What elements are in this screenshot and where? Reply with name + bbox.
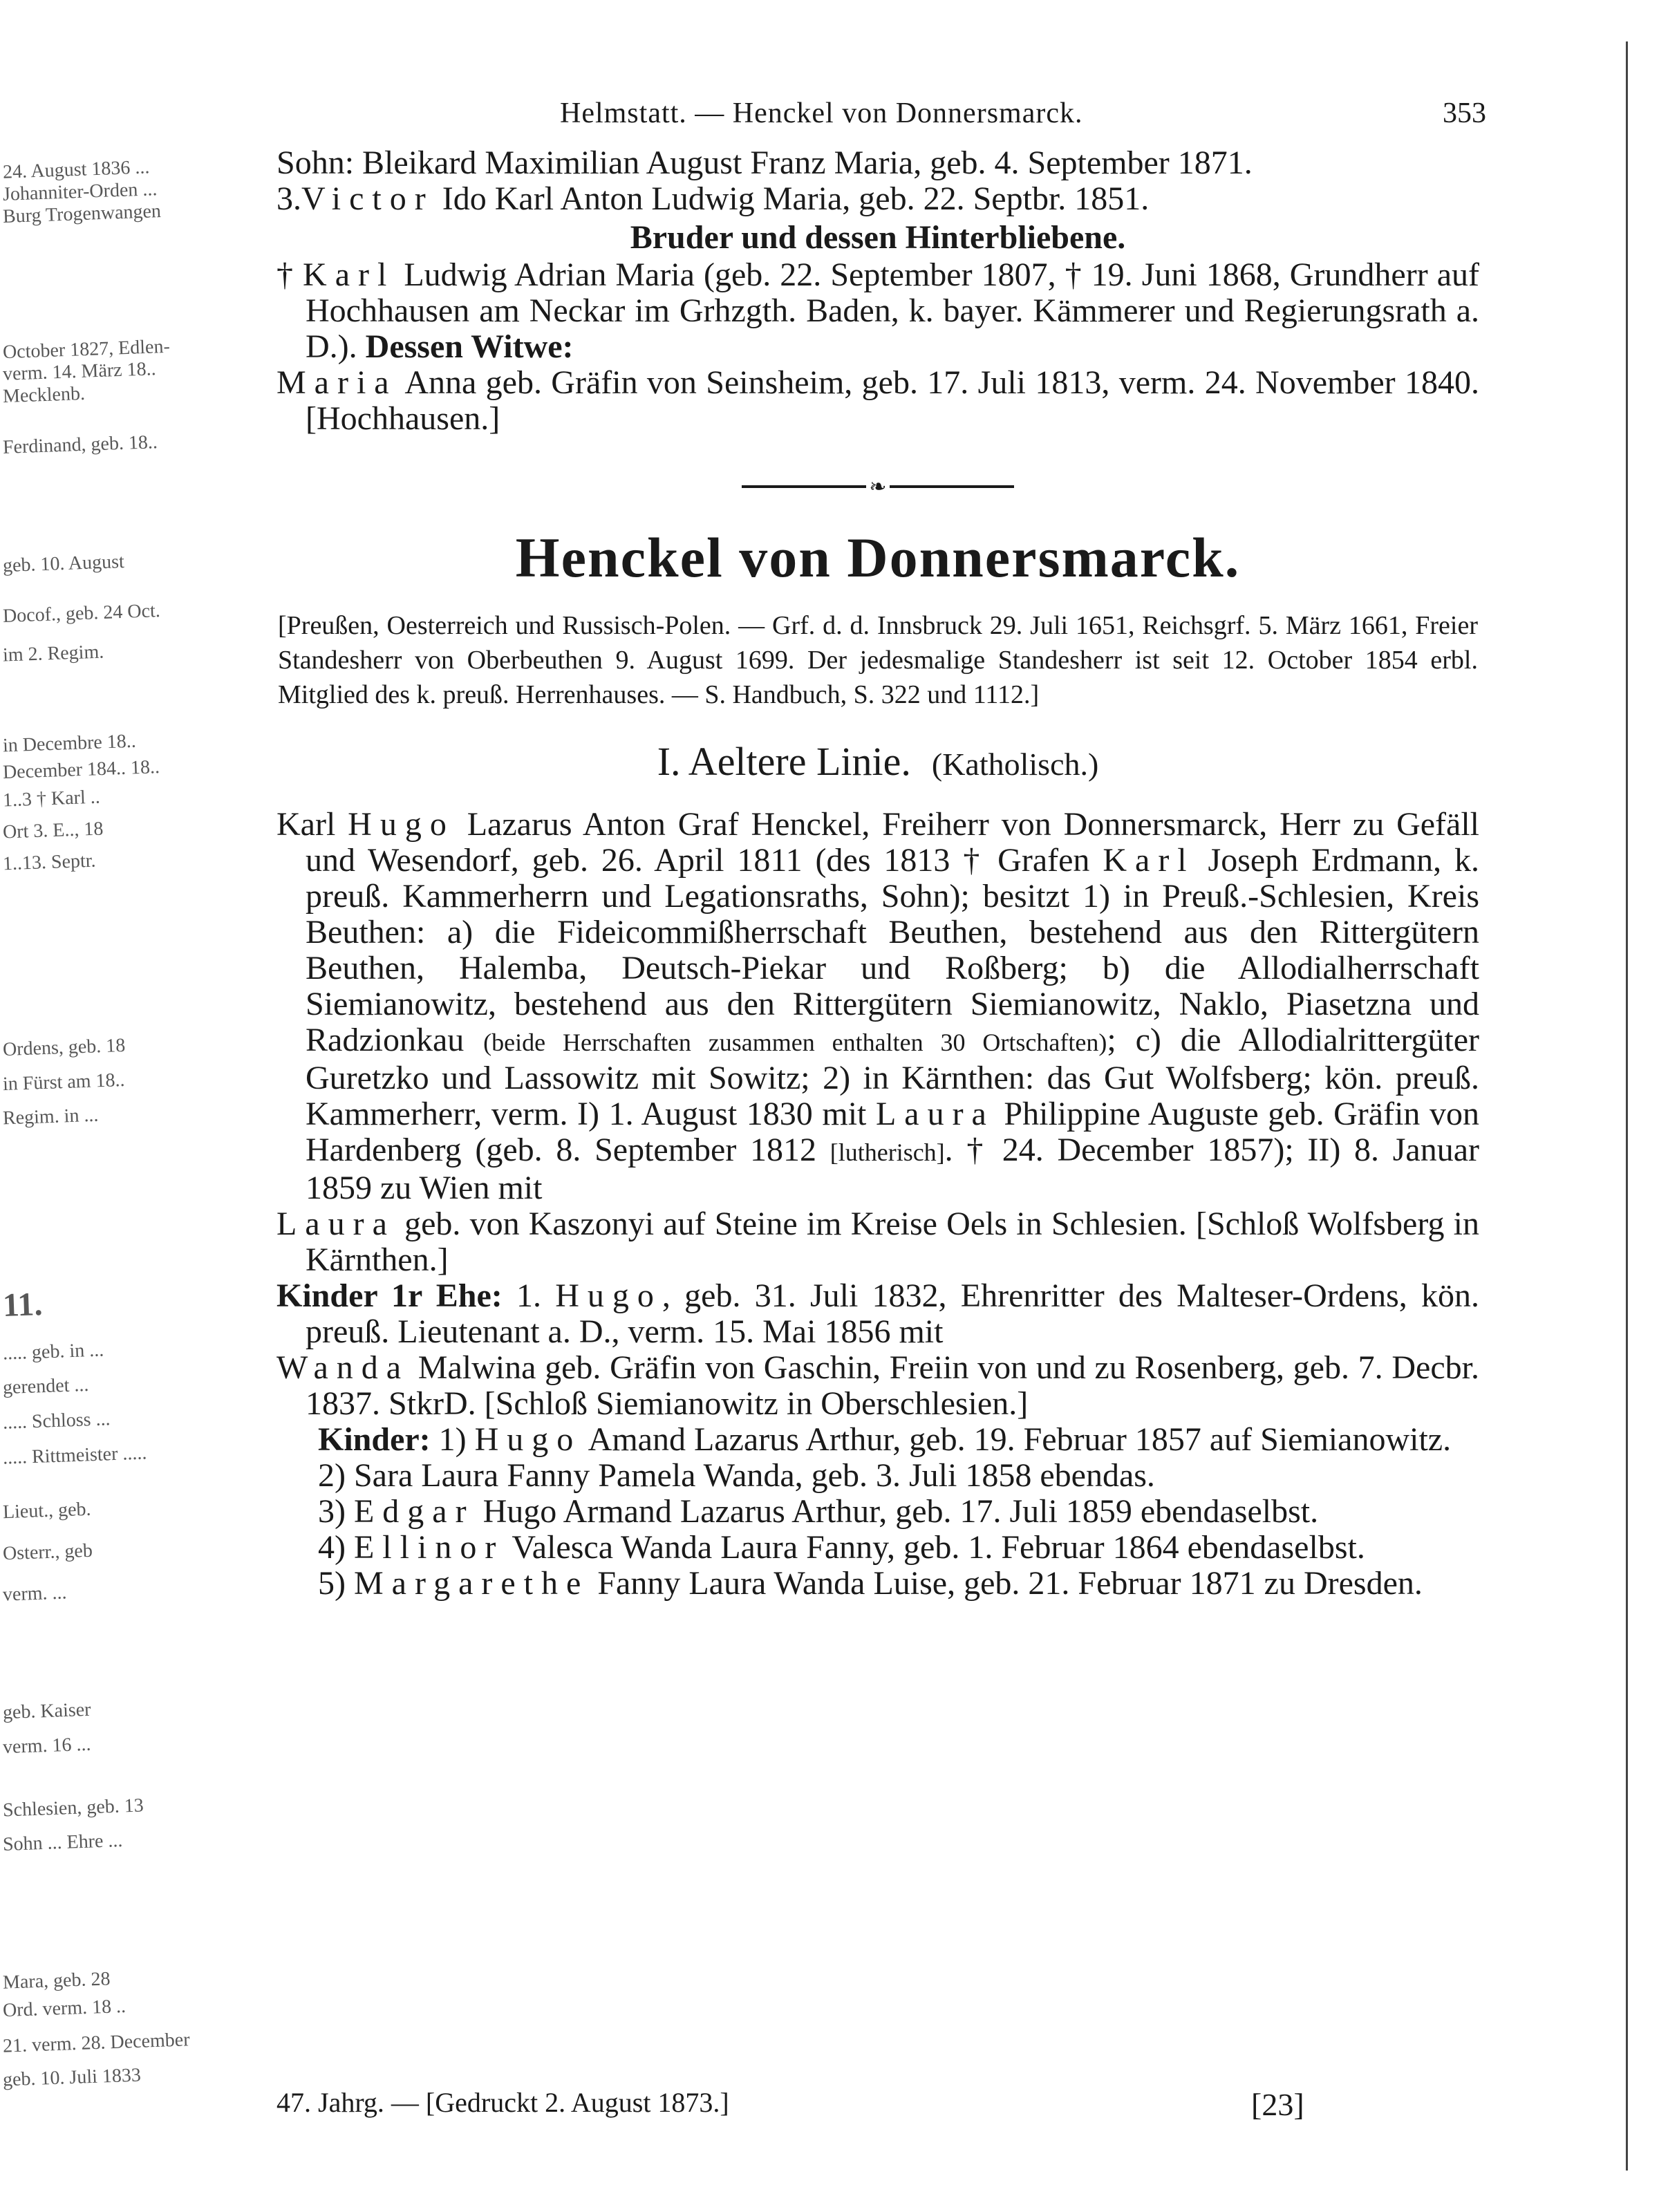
family-intro: [Preußen, Oesterreich und Russisch-Polen. — Grf. d. d. Innsbruck 29. Juli 1651, Reichsgrf. 5. März 1661, Freier Standesherr von Oberbeuthen 9. August 1699. Der jedesmalige Standesherr ist seit 12. October 1854 erbl. Mitglied des k. preuß. Herrenhauses. — S. Handbuch, S. 322 und 1112.] (278, 611, 1478, 709)
margin-fragment: 21. verm. 28. December (2, 2029, 191, 2057)
widow-label: Dessen Witwe: (365, 328, 574, 365)
spaced-name: Karl (1103, 842, 1195, 879)
margin-fragment: ..... Rittmeister ..... (2, 1442, 147, 1469)
ornament-rule-left (742, 485, 866, 488)
helmstatt-subheading: Bruder und dessen Hinterbliebene. (630, 219, 1126, 256)
entry-text: 1. (502, 1277, 556, 1314)
ornament-rule-right (890, 485, 1014, 488)
margin-fragment: Sohn ... Ehre ... (2, 1829, 123, 1856)
entry-text: Fanny Laura Wanda Luise, geb. 21. Februar 1871 zu Dresden. (589, 1565, 1423, 1602)
entry-text: Lazarus Anton Graf Henckel, Freiherr von Donnersmarck, Herr zu Gefäll und Wesendorf, geb. 26. April 1811 (des 1813 † Grafen (306, 806, 1479, 879)
entry-text: 3) (318, 1493, 354, 1530)
line-heading-note: (Katholisch.) (931, 747, 1099, 782)
page-edge-rule (1626, 41, 1628, 2171)
cross-mark: † (276, 256, 303, 293)
margin-fragment: Lieut., geb. (2, 1498, 92, 1524)
margin-fragment: geb. 10. August (2, 550, 125, 577)
spaced-name: Margarethe (353, 1565, 590, 1602)
entry-text: geb. von Kaszonyi auf Steine im Kreise Oels in Schlesien. [Schloß Wolfsberg in Kärnthen.] (306, 1206, 1479, 1278)
entry-text: Karl (276, 806, 348, 843)
margin-fragment: December 184.. 18.. (2, 756, 160, 783)
page-footer (276, 2086, 1479, 2128)
laura-entry (276, 1206, 1479, 1278)
margin-fragment: Osterr., geb (2, 1539, 93, 1565)
margin-fragment: 11. (2, 1286, 44, 1324)
spaced-name: Karl (303, 256, 395, 293)
margin-fragment: Docof., geb. 24 Oct. (2, 600, 161, 627)
margin-fragment: in Fürst am 18.. (2, 1069, 126, 1096)
entry-text: Anna geb. Gräfin von Seinsheim, geb. 17. Juli 1813, verm. 24. November 1840. [Hochhausen.] (306, 364, 1479, 437)
spaced-name: Laura (276, 1206, 395, 1242)
line-heading-text: I. Aeltere Linie. (657, 739, 911, 784)
margin-fragment: im 2. Regim. (2, 641, 104, 666)
spaced-name: Maria (276, 364, 397, 401)
helmstatt-maria-entry (276, 365, 1479, 437)
margin-fragment: ..... geb. in ... (2, 1339, 104, 1365)
margin-fragment: Ord. verm. 18 .. (2, 1995, 126, 2022)
margin-fragment: Regim. in ... (2, 1104, 99, 1130)
margin-fragment: 1..3 † Karl .. (2, 786, 101, 812)
margin-fragment: Ordens, geb. 18 (2, 1034, 126, 1061)
signature-mark: [23] (1251, 2087, 1304, 2122)
margin-fragment: verm. 14. März 18.. (2, 358, 157, 385)
margin-fragment: Johanniter-Orden ... (2, 178, 158, 205)
children-first-marriage (276, 1278, 1479, 1350)
spaced-name: Laura (875, 1096, 995, 1132)
section-ornament (276, 475, 1479, 498)
child-5 (276, 1566, 1479, 1602)
spaced-name: Hugo (474, 1421, 582, 1458)
children-label: Kinder: (318, 1421, 431, 1458)
entry-text: Joseph Erdmann, k. preuß. Kammerherrn und Legationsraths, Sohn); besitzt 1) in Preuß.-Schlesien, Kreis Beuthen: a) die Fideicommißherrschaft Beuthen, bestehend aus den Rittergütern Beuthen, Halemba, Deutsch-Piekar und Roßberg; b) die Allodialherrschaft Siemianowitz, bestehend aus den Rittergütern Siemianowitz, Naklo, Piasetzna und Radzionkau (306, 842, 1479, 1058)
spaced-name: Ellinor (353, 1529, 505, 1566)
helmstatt-son-entry: Sohn: Bleikard Maximilian August Franz Maria, geb. 4. September 1871. (276, 144, 1253, 181)
page-number: 353 (1443, 97, 1486, 129)
margin-fragment: verm. ... (2, 1582, 68, 1606)
entry-text: Amand Lazarus Arthur, geb. 19. Februar 1857 auf Siemianowitz. (581, 1421, 1452, 1458)
spaced-name: Hugo (348, 806, 455, 843)
margin-fragment: geb. 10. Juli 1833 (2, 2064, 142, 2091)
margin-fragment: verm. 16 ... (2, 1733, 92, 1759)
margin-fragment: ..... Schloss ... (2, 1408, 111, 1434)
entry-text: 1) (430, 1421, 475, 1458)
child-2: 2) Sara Laura Fanny Pamela Wanda, geb. 3. Juli 1858 ebendas. (318, 1457, 1155, 1494)
margin-fragment: Burg Trogenwangen (2, 200, 162, 227)
entry-text: 5) (318, 1565, 354, 1602)
footer-print-note: 47. Jahrg. — [Gedruckt 2. August 1873.] (276, 2087, 729, 2118)
entry-text: Valesca Wanda Laura Fanny, geb. 1. Februar 1864 ebendaselbst. (504, 1529, 1365, 1566)
line-heading (276, 738, 1479, 785)
entry-text: Hugo Armand Lazarus Arthur, geb. 17. Juli 1859 ebendaselbst. (474, 1493, 1319, 1530)
children-label: Kinder 1r Ehe: (276, 1277, 503, 1314)
margin-fragment: geb. Kaiser (2, 1698, 92, 1724)
header-title: Helmstatt. — Henckel von Donnersmarck. (560, 97, 1083, 129)
adjacent-page-margin (0, 0, 200, 2212)
entry-number: 3. (276, 180, 301, 217)
spaced-name: Wanda (276, 1349, 410, 1386)
small-note: (beide Herrschaften zusammen enthalten 30 Ortschaften) (483, 1029, 1107, 1056)
margin-fragment: 24. August 1836 ... (2, 156, 150, 183)
small-note: [lutherisch] (830, 1138, 945, 1166)
karl-hugo-entry (276, 807, 1479, 1206)
entry-text: Philippine Auguste geb. Gräfin von Hardenberg (geb. 8. September 1812 (306, 1096, 1479, 1168)
ornament-knot-icon: ❧ (869, 475, 887, 498)
page-body (276, 97, 1486, 1602)
margin-fragment: October 1827, Edlen- (2, 335, 171, 364)
margin-fragment: Ort 3. E.., 18 (2, 818, 104, 843)
margin-fragment: Ferdinand, geb. 18.. (2, 431, 158, 458)
spaced-name: Hugo (555, 1277, 662, 1314)
child-3 (276, 1494, 1479, 1530)
entry-text: . † 24. December 1857); II) 8. Januar 1859 zu Wien mit (306, 1132, 1480, 1206)
margin-fragment: Mecklenb. (2, 382, 86, 408)
spaced-name: Edgar (353, 1493, 475, 1530)
entry-text: Ludwig Adrian Maria (geb. 22. September 1807, † 19. Juni 1868, Grundherr auf Hochhausen am Neckar im Grhzgth. Baden, k. bayer. Kämmerer und Regierungsrath a. D.). (306, 256, 1479, 365)
spaced-name: Victor (301, 180, 434, 217)
wanda-entry (276, 1350, 1479, 1422)
entry-text: 4) (318, 1529, 354, 1566)
entry-text: Ido Karl Anton Ludwig Maria, geb. 22. Septbr. 1851. (433, 180, 1150, 217)
entry-text: Malwina geb. Gräfin von Gaschin, Freiin von und zu Rosenberg, geb. 7. Decbr. 1837. StkrD. [Schloß Siemianowitz in Oberschlesien.] (306, 1349, 1479, 1422)
margin-fragment: Mara, geb. 28 (2, 1968, 111, 1994)
child-1 (276, 1422, 1479, 1458)
helmstatt-victor-entry (276, 181, 1479, 217)
margin-fragment: 1..13. Septr. (2, 850, 97, 875)
margin-fragment: Schlesien, geb. 13 (2, 1794, 144, 1821)
child-4 (276, 1530, 1479, 1566)
running-header (276, 97, 1486, 145)
entry-text: ; c) die Allodialrittergüter Guretzko und Lassowitz mit Sowitz; 2) in Kärnthen: das Gut Wolfsberg; kön. preuß. Kammerherr, verm. I) 1. August 1830 mit (306, 1022, 1480, 1132)
entry-text: , geb. 31. Juli 1832, Ehrenritter des Malteser-Ordens, kön. preuß. Lieutenant a. D., verm. 15. Mai 1856 mit (306, 1277, 1479, 1350)
margin-fragment: in Decembre 18.. (2, 730, 137, 757)
helmstatt-karl-entry (276, 257, 1479, 365)
margin-fragment: gerendet ... (2, 1374, 89, 1399)
family-title: Henckel von Donnersmarck. (515, 526, 1241, 589)
